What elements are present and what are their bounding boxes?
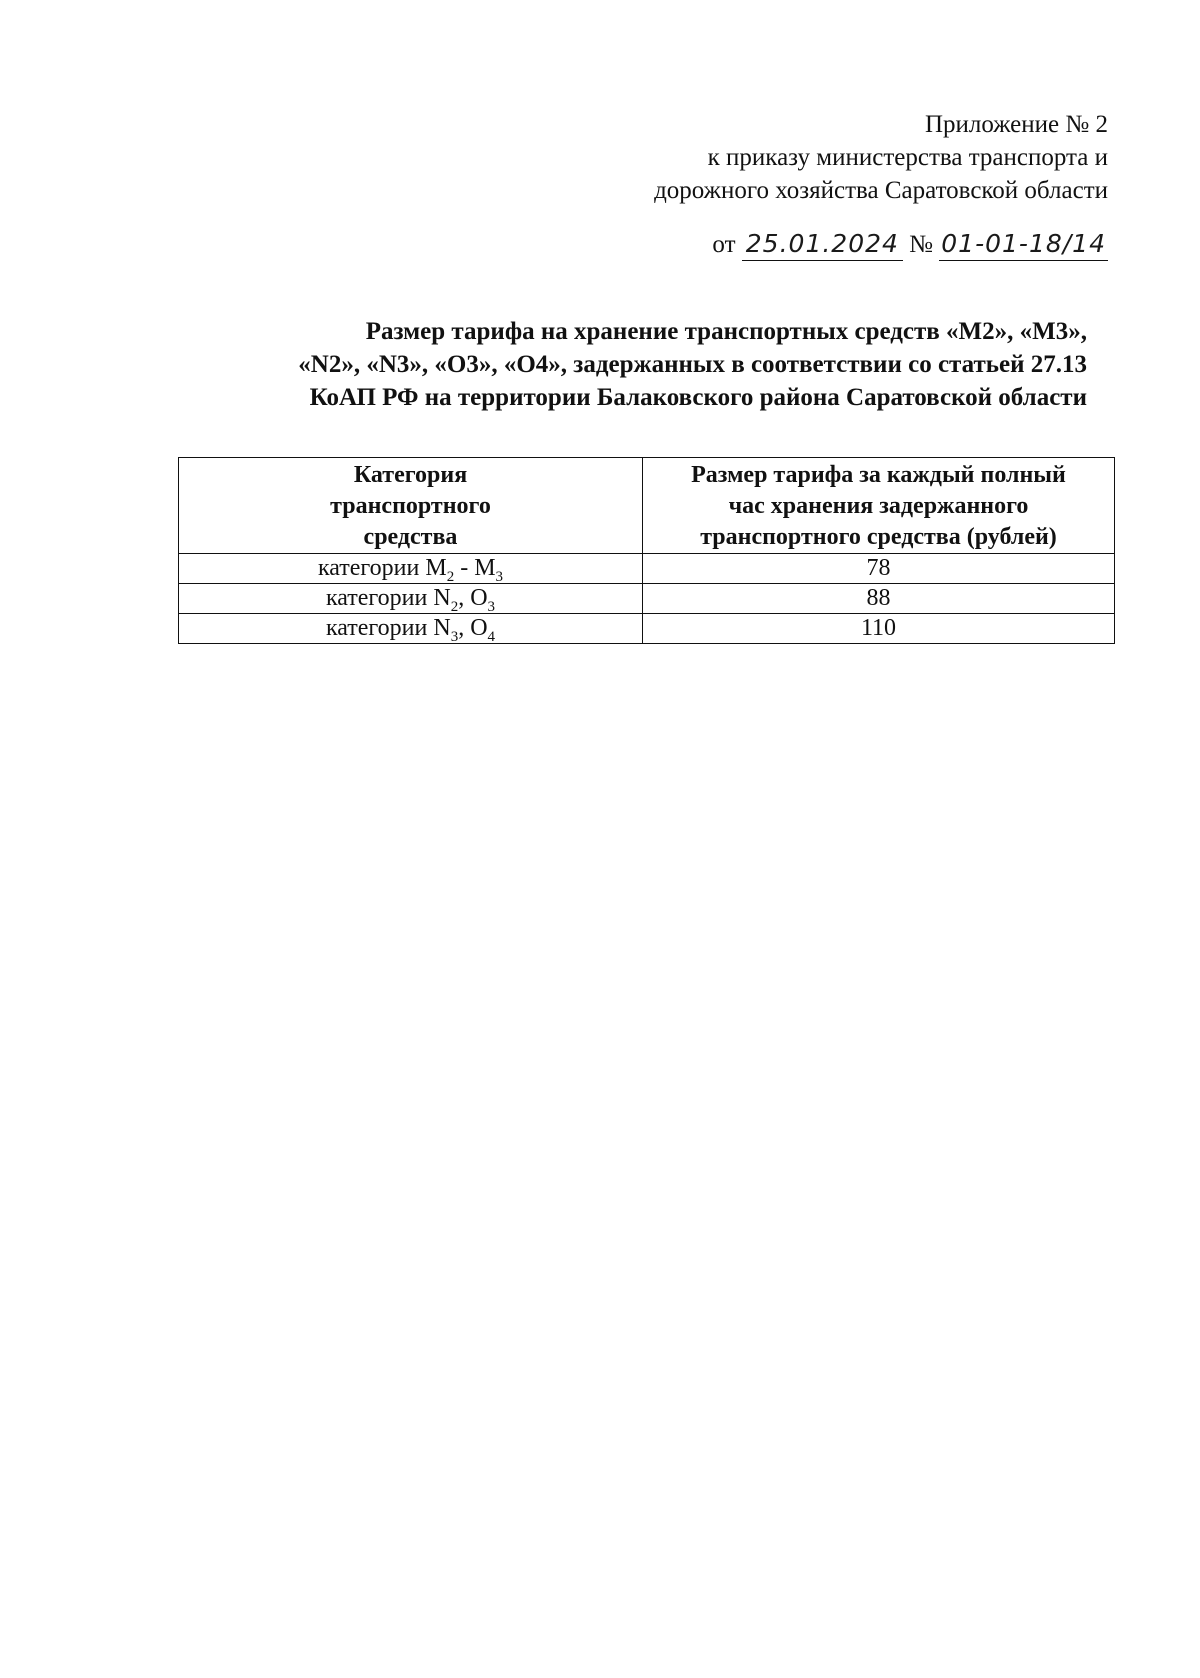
category-letter: N: [433, 615, 451, 641]
tariff-value-cell: 78: [643, 554, 1115, 584]
appendix-order-ref: к приказу министерства транспорта и: [707, 144, 1108, 171]
header-category: [179, 458, 643, 554]
handwritten-number: 01-01-18/14: [939, 227, 1108, 261]
table-row: [179, 554, 1115, 584]
document-title: [170, 315, 1087, 414]
category-letter: O: [470, 615, 488, 641]
title-line-2: «N2», «N3», «O3», «O4», задержанных в соответствии со статьей 27.13: [298, 351, 1087, 378]
tariff-value-cell: 88: [643, 584, 1115, 614]
appendix-title: Приложение № 2: [924, 111, 1108, 138]
appendix-header: [654, 108, 1108, 207]
appendix-ministry: дорожного хозяйства Саратовской области: [654, 177, 1108, 204]
header-category-line: средства: [363, 524, 458, 550]
category-subscript: 3: [495, 568, 504, 585]
category-letter: M: [425, 555, 447, 581]
category-subscript: 2: [446, 568, 455, 585]
order-date-number: [712, 227, 1108, 261]
header-category-line: транспортного: [330, 493, 491, 519]
category-separator: ,: [458, 585, 471, 611]
header-tariff-line: транспортного средства (рублей): [700, 524, 1057, 550]
tariff-table: [178, 457, 1115, 644]
table-row: [179, 614, 1115, 644]
category-cell: [179, 614, 643, 644]
category-prefix: категории: [317, 555, 426, 581]
number-prefix: №: [909, 231, 934, 258]
category-subscript: 3: [487, 598, 496, 615]
header-tariff: [643, 458, 1115, 554]
category-separator: -: [454, 555, 475, 581]
category-subscript: 3: [450, 628, 459, 645]
category-prefix: категории: [325, 615, 434, 641]
tariff-value-cell: 110: [643, 614, 1115, 644]
header-tariff-line: Размер тарифа за каждый полный: [691, 462, 1066, 488]
category-separator: ,: [458, 615, 471, 641]
category-subscript: 4: [487, 628, 496, 645]
table-row: [179, 584, 1115, 614]
category-subscript: 2: [450, 598, 459, 615]
table-header-row: [179, 458, 1115, 554]
header-tariff-line: час хранения задержанного: [728, 493, 1029, 519]
handwritten-date: 25.01.2024: [742, 227, 903, 261]
category-letter: M: [474, 555, 496, 581]
title-line-1: Размер тарифа на хранение транспортных средств «М2», «М3»,: [365, 318, 1087, 345]
date-prefix: от: [712, 231, 736, 258]
category-cell: [179, 554, 643, 584]
title-line-3: КоАП РФ на территории Балаковского района Саратовской области: [309, 384, 1087, 411]
category-letter: N: [433, 585, 451, 611]
category-cell: [179, 584, 643, 614]
category-letter: O: [470, 585, 488, 611]
header-category-line: Категория: [353, 462, 468, 488]
category-prefix: категории: [325, 585, 434, 611]
